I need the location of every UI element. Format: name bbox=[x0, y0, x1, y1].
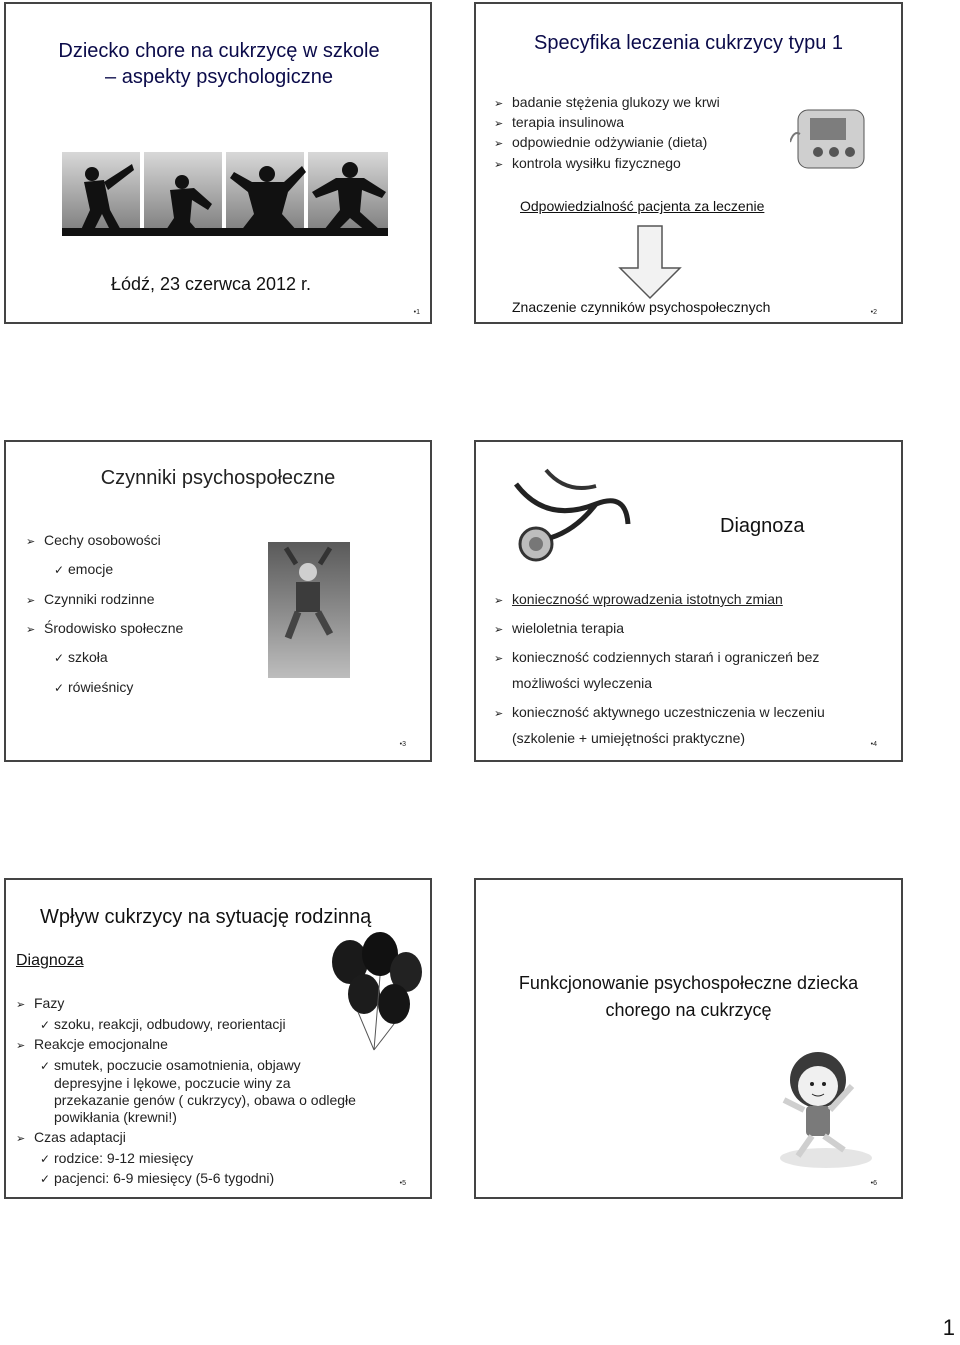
slide-6-title: Funkcjonowanie psychospołeczne dziecka chorego na cukrzycę bbox=[518, 973, 859, 1020]
slide-5 bbox=[4, 878, 432, 1199]
list-item: ➢ kontrola wysiłku fizycznego bbox=[494, 155, 681, 171]
arrowhead-icon: ➢ bbox=[26, 624, 36, 636]
arrowhead-icon: ➢ bbox=[26, 536, 36, 548]
slide-4 bbox=[474, 440, 903, 762]
list-item-continuation: depresyjne i lękowe, poczucie winy za bbox=[54, 1075, 291, 1091]
arrowhead-icon: ➢ bbox=[494, 653, 504, 665]
responsibility-link: Odpowiedzialność pacjenta za leczenie bbox=[520, 198, 765, 214]
slide-3 bbox=[4, 440, 432, 762]
check-icon: ✓ bbox=[54, 681, 65, 695]
list-item: ➢ wieloletnia terapia bbox=[494, 620, 625, 636]
list-item: ✓ rówieśnicy bbox=[54, 679, 134, 695]
list-item: ➢ Fazy bbox=[16, 995, 65, 1011]
arrowhead-icon: ➢ bbox=[494, 138, 504, 150]
list-item: ➢ odpowiednie odżywianie (dieta) bbox=[494, 134, 708, 150]
list-item: ➢ badanie stężenia glukozy we krwi bbox=[494, 94, 720, 110]
slide-number: • 4 bbox=[871, 741, 877, 748]
arrowhead-icon: ➢ bbox=[494, 159, 504, 171]
slide-2-footer: Znaczenie czynników psychospołecznych bbox=[512, 299, 771, 315]
list-item-continuation: powikłania (krewni!) bbox=[54, 1109, 177, 1125]
arrowhead-icon: ➢ bbox=[494, 98, 504, 110]
slide-number: • 3 bbox=[400, 741, 406, 748]
jumping-child-photo bbox=[268, 542, 350, 678]
list-item: ➢ konieczność wprowadzenia istotnych zmian bbox=[494, 591, 783, 607]
list-item: ✓ szoku, reakcji, odbudowy, reorientacji bbox=[40, 1016, 286, 1032]
slide-1-date: Łódź, 23 czerwca 2012 r. bbox=[110, 274, 312, 294]
list-item-continuation: (szkolenie + umiejętności praktyczne) bbox=[512, 730, 746, 746]
slide-1-title: Dziecko chore na cukrzycę w szkole – aspekty psychologiczne bbox=[58, 40, 380, 88]
arrowhead-icon: ➢ bbox=[16, 999, 26, 1011]
black-balloons-image bbox=[328, 932, 424, 1052]
list-item: ✓ pacjenci: 6-9 miesięcy (5-6 tygodni) bbox=[40, 1170, 275, 1186]
list-item: ➢ Reakcje emocjonalne bbox=[16, 1036, 168, 1052]
cartoon-girl-image bbox=[768, 1046, 878, 1172]
check-icon: ✓ bbox=[40, 1152, 51, 1166]
stethoscope-image bbox=[506, 464, 632, 564]
jumping-kids-silhouette-image bbox=[62, 152, 388, 236]
slide-5-title: Wpływ cukrzycy na sytuację rodzinną bbox=[40, 906, 372, 928]
insulin-pump-image bbox=[790, 100, 874, 184]
check-icon: ✓ bbox=[54, 563, 65, 577]
arrowhead-icon: ➢ bbox=[26, 595, 36, 607]
list-item: ✓ emocje bbox=[54, 561, 114, 577]
list-item: ➢ Cechy osobowości bbox=[26, 532, 161, 548]
list-item: ✓ rodzice: 9-12 miesięcy bbox=[40, 1150, 194, 1166]
list-item: ➢ Czynniki rodzinne bbox=[26, 591, 155, 607]
arrowhead-icon: ➢ bbox=[16, 1040, 26, 1052]
arrowhead-icon: ➢ bbox=[494, 118, 504, 130]
down-arrow-icon bbox=[614, 224, 686, 302]
slide-2 bbox=[474, 2, 903, 324]
slide-6 bbox=[474, 878, 903, 1199]
arrowhead-icon: ➢ bbox=[494, 624, 504, 636]
slide-number: • 5 bbox=[400, 1180, 406, 1187]
check-icon: ✓ bbox=[40, 1059, 51, 1073]
slide-number: • 1 bbox=[414, 309, 420, 316]
check-icon: ✓ bbox=[54, 651, 65, 665]
check-icon: ✓ bbox=[40, 1172, 51, 1186]
slide-1 bbox=[4, 2, 432, 324]
list-item: ➢ konieczność codziennych starań i ograniczeń bez bbox=[494, 649, 820, 665]
arrowhead-icon: ➢ bbox=[16, 1133, 26, 1145]
slide-3-title: Czynniki psychospołeczne bbox=[100, 467, 336, 489]
slide-number: • 2 bbox=[871, 309, 877, 316]
list-item: ➢ terapia insulinowa bbox=[494, 114, 625, 130]
list-item: ➢ Środowisko społeczne bbox=[26, 620, 184, 636]
list-item: ➢ Czas adaptacji bbox=[16, 1129, 126, 1145]
list-item: ✓ szkoła bbox=[54, 649, 108, 665]
arrowhead-icon: ➢ bbox=[494, 708, 504, 720]
list-item-continuation: przekazanie genów ( cukrzycy), obawa o odległe bbox=[54, 1092, 356, 1108]
check-icon: ✓ bbox=[40, 1018, 51, 1032]
list-item: ✓ smutek, poczucie osamotnienia, objawy bbox=[40, 1057, 301, 1073]
slide-2-title: Specyfika leczenia cukrzycy typu 1 bbox=[533, 32, 844, 54]
slide-number: • 6 bbox=[871, 1180, 877, 1187]
list-item-continuation: możliwości wyleczenia bbox=[512, 675, 653, 691]
slide-4-title: Diagnoza bbox=[720, 515, 805, 537]
list-item: ➢ konieczność aktywnego uczestniczenia w leczeniu bbox=[494, 704, 825, 720]
slide-5-subtitle: Diagnoza bbox=[16, 952, 84, 969]
page-number: 1 bbox=[942, 1315, 955, 1340]
arrowhead-icon: ➢ bbox=[494, 595, 504, 607]
